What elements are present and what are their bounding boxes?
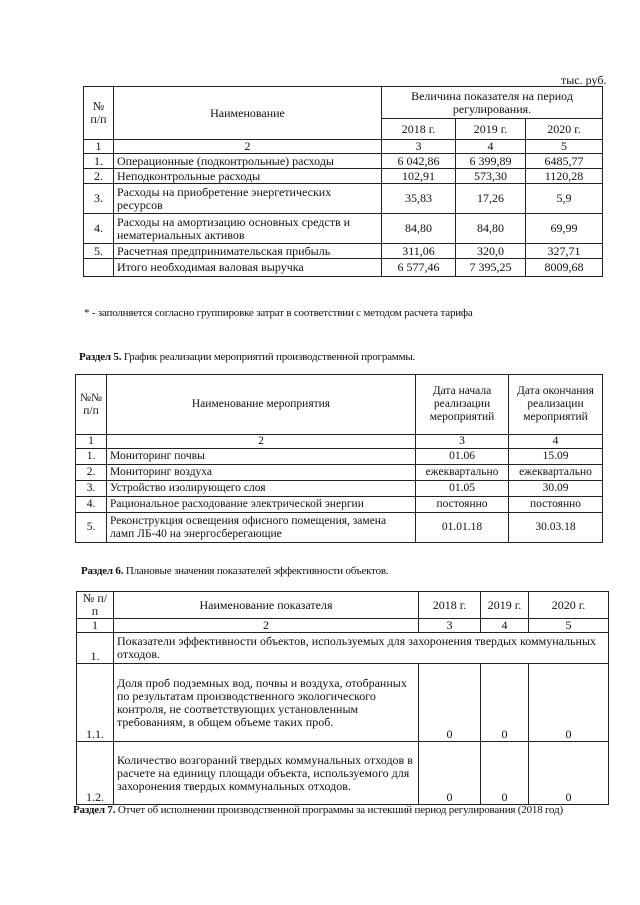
row-num: 1. <box>76 449 107 465</box>
value-cell: 69,99 <box>526 214 603 244</box>
index-cell: 4 <box>509 435 603 449</box>
section5-label: Раздел 5. <box>79 351 122 363</box>
value-cell: 102,91 <box>382 169 456 184</box>
value-cell: 84,80 <box>382 214 456 244</box>
value-cell: 17,26 <box>456 184 526 214</box>
row-name: Расходы на приобретение энергетических ресурсов <box>114 184 382 214</box>
index-cell: 4 <box>481 619 529 633</box>
header-year: 2018 г. <box>419 592 481 619</box>
value-cell: 5,9 <box>526 184 603 214</box>
value-cell: 0 <box>481 742 529 805</box>
value-cell: 573,30 <box>456 169 526 184</box>
section5-heading <box>79 351 415 363</box>
row-name: Мониторинг почвы <box>107 449 416 465</box>
row-name: Неподконтрольные расходы <box>114 169 382 184</box>
start-cell: 01.01.18 <box>416 513 509 543</box>
index-cell: 1 <box>77 619 114 633</box>
section7-heading <box>73 803 573 817</box>
row-name: Расчетная предпринимательская прибыль <box>114 244 382 259</box>
value-cell: 7 395,25 <box>456 259 526 277</box>
section6-label: Раздел 6. <box>81 565 124 577</box>
end-cell: ежеквартально <box>509 465 603 481</box>
value-cell: 35,83 <box>382 184 456 214</box>
row-name: Количество возгораний твердых коммунальных отходов в расчете на единицу площади объекта, используемого для захоронения твердых коммунальных отходов. <box>114 742 419 805</box>
footnote: * - заполняется согласно группировке затрат в соответствии с методом расчета тарифа <box>84 307 473 319</box>
value-cell: 327,71 <box>526 244 603 259</box>
row-num: 4. <box>84 214 114 244</box>
section5-title: График реализации мероприятий производственной программы. <box>123 351 416 363</box>
row-num: 3. <box>76 481 107 497</box>
table-row <box>76 513 603 543</box>
table-row <box>84 154 603 169</box>
start-cell: 01.05 <box>416 481 509 497</box>
value-cell: 311,06 <box>382 244 456 259</box>
table-row <box>84 214 603 244</box>
table-row <box>77 742 609 805</box>
row-num: 1.2. <box>77 742 114 805</box>
row-name: Расходы на амортизацию основных средств и нематериальных активов <box>114 214 382 244</box>
end-cell: 15.09 <box>509 449 603 465</box>
row-num <box>84 259 114 277</box>
header-start: Дата начала реализации мероприятий <box>416 375 509 435</box>
row-num: 2. <box>84 169 114 184</box>
value-cell: 6 577,46 <box>382 259 456 277</box>
start-cell: ежеквартально <box>416 465 509 481</box>
header-name: Наименование показателя <box>114 592 419 619</box>
header-year: 2019 г. <box>456 119 526 140</box>
cost-table <box>83 86 603 277</box>
header-name: Наименование мероприятия <box>107 375 416 435</box>
row-num: 5. <box>76 513 107 543</box>
index-cell: 2 <box>107 435 416 449</box>
index-cell: 1 <box>76 435 107 449</box>
row-name: Мониторинг воздуха <box>107 465 416 481</box>
start-cell: 01.06 <box>416 449 509 465</box>
row-num: 2. <box>76 465 107 481</box>
index-cell: 1 <box>84 140 114 154</box>
end-cell: 30.09 <box>509 481 603 497</box>
value-cell: 0 <box>529 742 609 805</box>
value-cell: 0 <box>419 664 481 742</box>
units-label: тыс. руб. <box>561 73 607 87</box>
header-year: 2019 г. <box>481 592 529 619</box>
row-num: 1. <box>77 633 114 664</box>
value-cell: 0 <box>481 664 529 742</box>
index-cell: 4 <box>456 140 526 154</box>
header-num: №№ п/п <box>76 375 107 435</box>
header-end: Дата окончания реализации мероприятий <box>509 375 603 435</box>
value-cell: 8009,68 <box>526 259 603 277</box>
row-name: Реконструкция освещения офисного помещения, замена ламп ЛБ-40 на энергосберегающие <box>107 513 416 543</box>
end-cell: постоянно <box>509 497 603 513</box>
index-cell: 5 <box>526 140 603 154</box>
row-num: 1. <box>84 154 114 169</box>
value-cell: 6 399,89 <box>456 154 526 169</box>
value-cell: 320,0 <box>456 244 526 259</box>
table-row <box>76 465 603 481</box>
end-cell: 30.03.18 <box>509 513 603 543</box>
header-num: № п/п <box>77 592 114 619</box>
index-cell: 5 <box>529 619 609 633</box>
table-row <box>77 633 609 664</box>
section7-title: Отчет об исполнении производственной программы за истекший период регулирования (2018 год) <box>117 804 563 816</box>
table-row <box>76 497 603 513</box>
efficiency-table <box>76 591 609 805</box>
table-row <box>84 184 603 214</box>
section7-label: Раздел 7. <box>73 804 116 816</box>
row-name: Устройство изолирующего слоя <box>107 481 416 497</box>
row-num: 5. <box>84 244 114 259</box>
row-name: Операционные (подконтрольные) расходы <box>114 154 382 169</box>
row-name: Рациональное расходование электрической энергии <box>107 497 416 513</box>
table-row <box>84 169 603 184</box>
value-cell: 0 <box>529 664 609 742</box>
row-name: Итого необходимая валовая выручка <box>114 259 382 277</box>
header-num: № п/п <box>84 87 114 140</box>
table-row <box>76 449 603 465</box>
header-year: 2018 г. <box>382 119 456 140</box>
schedule-table <box>75 374 603 543</box>
value-cell: 6 042,86 <box>382 154 456 169</box>
total-row <box>84 259 603 277</box>
start-cell: постоянно <box>416 497 509 513</box>
header-period: Величина показателя на период регулирования. <box>382 87 603 119</box>
section6-heading <box>81 565 388 577</box>
header-year: 2020 г. <box>529 592 609 619</box>
header-name: Наименование <box>114 87 382 140</box>
section6-title: Плановые значения показателей эффективности объектов. <box>125 565 389 577</box>
row-name: Показатели эффективности объектов, используемых для захоронения твердых коммунальных отходов. <box>114 633 609 664</box>
value-cell: 1120,28 <box>526 169 603 184</box>
index-cell: 2 <box>114 140 382 154</box>
row-num: 1.1. <box>77 664 114 742</box>
index-cell: 3 <box>416 435 509 449</box>
value-cell: 6485,77 <box>526 154 603 169</box>
value-cell: 84,80 <box>456 214 526 244</box>
row-name: Доля проб подземных вод, почвы и воздуха, отобранных по результатам производственного экологического контроля, не соответствующих установленным требованиям, в общем объеме таких проб. <box>114 664 419 742</box>
value-cell: 0 <box>419 742 481 805</box>
header-year: 2020 г. <box>526 119 603 140</box>
row-num: 3. <box>84 184 114 214</box>
row-num: 4. <box>76 497 107 513</box>
table-row <box>77 664 609 742</box>
index-cell: 3 <box>382 140 456 154</box>
table-row <box>76 481 603 497</box>
index-cell: 3 <box>419 619 481 633</box>
index-cell: 2 <box>114 619 419 633</box>
table-row <box>84 244 603 259</box>
